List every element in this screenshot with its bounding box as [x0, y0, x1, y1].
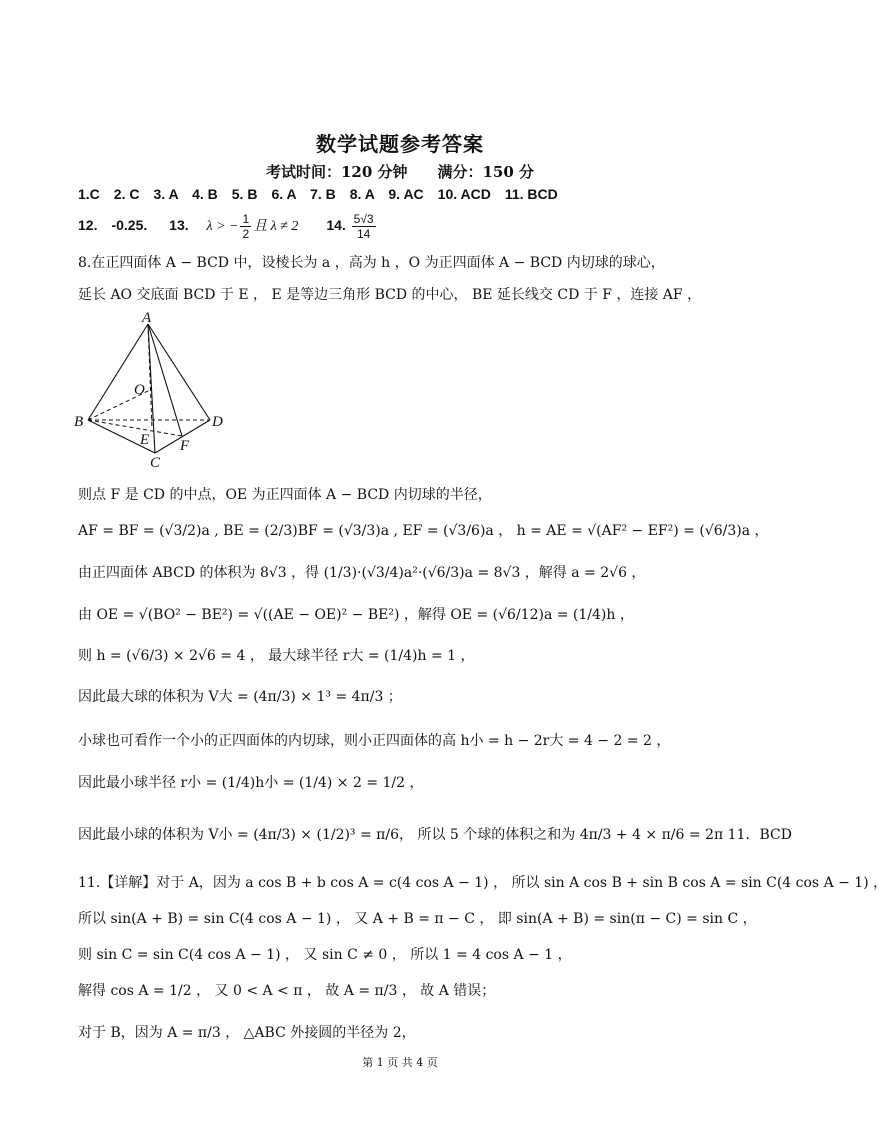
solution11-line-2: 所以 sin(A + B) = sin C(4 cos A − 1) ， 又 A + B = π − C ， 即 sin(A + B) = sin(π − C) = sin C ， — [78, 911, 757, 927]
solution11-line-1: 11.【详解】对于 A，因为 a cos B + b cos A = c(4 cos A − 1) ， 所以 sin A cos B + sin B cos A = sin C(4 cos A − 1) ， — [78, 875, 887, 891]
page-title: 数学试题参考答案 — [316, 132, 484, 156]
solution8-step-2: AF = BF = (√3/2)a , BE = (2/3)BF = (√3/3)a , EF = (√3/6)a ， h = AE = √(AF² − EF²) = (√6/3)a ， — [78, 523, 769, 539]
page-footer: 第 1 页 共 4 页 — [362, 1056, 438, 1069]
solution8-step-9: 因此最小球的体积为 V小 = (4π/3) × (1/2)³ = π/6， 所以 5 个球的体积之和为 4π/3 + 4 × π/6 = 2π 11．BCD — [78, 827, 792, 843]
vertex-label-a: A — [142, 310, 152, 326]
fraction-numerator: 5√3 — [353, 212, 374, 226]
fraction-numerator: 1 — [242, 212, 250, 226]
answer-q13-label: 13. — [169, 217, 189, 234]
solution8-step-5: 则 h = (√6/3) × 2√6 = 4 ， 最大球半径 r大 = (1/4)h = 1 ， — [78, 648, 475, 664]
answer-row-2 — [78, 212, 378, 241]
answer-q13-fraction — [240, 212, 251, 241]
answer-q13-pre: λ > − — [206, 219, 239, 235]
solution8-step-3: 由正四面体 ABCD 的体积为 8√3 ，得 (1/3)·(√3/4)a²·(√6/3)a = 8√3 ，解得 a = 2√6 ， — [78, 565, 646, 581]
answer-q12: 12. -0.25. — [78, 217, 148, 234]
vertex-label-c: C — [150, 455, 161, 471]
fraction-denominator: 14 — [356, 227, 371, 241]
solution8-step-7: 小球也可看作一个小的正四面体的内切球，则小正四面体的高 h小 = h − 2r大 = 4 − 2 = 2 ， — [78, 733, 671, 749]
exam-info: 考试时间：120 分钟 满分：150 分 — [265, 163, 535, 181]
solution8-intro-1: 8.在正四面体 A − BCD 中，设棱长为 a ，高为 h ，O 为正四面体 A − BCD 内切球的球心， — [78, 255, 665, 271]
point-label-f: F — [180, 438, 190, 454]
answer-row-1: 1.C 2. C 3. A 4. B 5. B 6. A 7. B 8. A 9. AC 10. ACD 11. BCD — [78, 186, 558, 202]
tetrahedron-figure — [70, 310, 240, 470]
solution8-intro-2: 延长 AO 交底面 BCD 于 E ， E 是等边三角形 BCD 的中心， BE 延长线交 CD 于 F ，连接 AF ， — [78, 287, 702, 303]
point-label-o: O — [134, 382, 145, 398]
vertex-label-d: D — [212, 414, 223, 430]
solution8-step-4: 由 OE = √(BO² − BE²) = √((AE − OE)² − BE²) ，解得 OE = (√6/12)a = (1/4)h ， — [78, 607, 634, 623]
solution11-line-4: 解得 cos A = 1/2 ， 又 0 < A < π ， 故 A = π/3 ， 故 A 错误； — [78, 983, 496, 999]
answer-q13-post: 且 λ ≠ 2 — [253, 219, 299, 235]
solution11-line-3: 则 sin C = sin C(4 cos A − 1) ， 又 sin C ≠ 0 ， 所以 1 = 4 cos A − 1 ， — [78, 947, 572, 963]
point-label-e: E — [140, 432, 150, 448]
solution8-step-1: 则点 F 是 CD 的中点，OE 为正四面体 A − BCD 内切球的半径， — [78, 487, 492, 503]
solution8-step-8: 因此最小球半径 r小 = (1/4)h小 = (1/4) × 2 = 1/2 ， — [78, 775, 424, 791]
solution8-step-6: 因此最大球的体积为 V大 = (4π/3) × 1³ = 4π/3 ； — [78, 689, 402, 705]
solution11-line-5: 对于 B，因为 A = π/3 ， △ABC 外接圆的半径为 2， — [78, 1025, 416, 1041]
answer-q14-fraction — [352, 212, 376, 241]
fraction-denominator: 2 — [242, 227, 250, 241]
vertex-label-b: B — [74, 414, 84, 430]
answer-q14-label: 14. — [326, 217, 346, 234]
